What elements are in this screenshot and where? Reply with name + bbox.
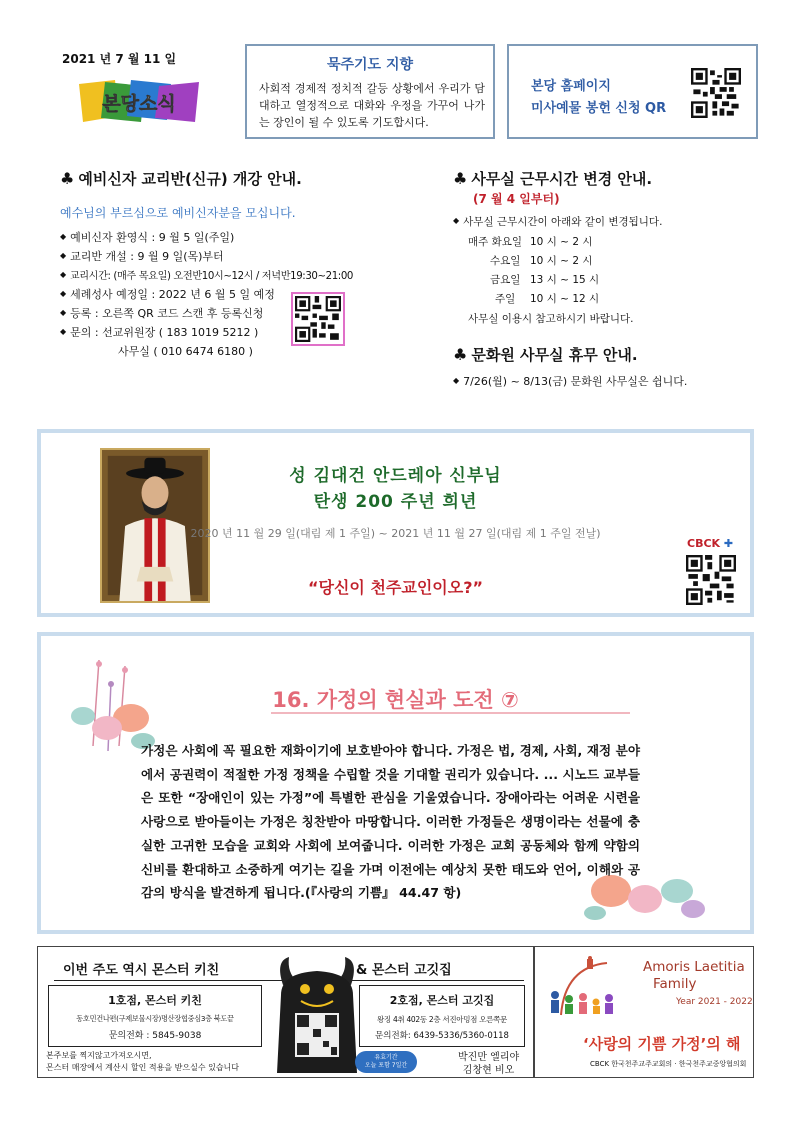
club-icon: ♣ xyxy=(60,169,75,188)
cultural-title-row xyxy=(453,344,638,365)
prayer-title: 묵주기도 지향 xyxy=(326,57,414,73)
prayer-text: 사회적 경제적 정치적 갈등 상황에서 우리가 담대하고 열정적으로 대화와 우정을 가꾸어 나가는 장인이 될 수 있도록 기도합시다. xyxy=(259,82,485,129)
catechumen-item: ◆ 문의 : 선교위원장 ( 183 1019 5212 ) xyxy=(60,326,259,339)
office-effective-date: (7 월 4 일부터) xyxy=(473,192,560,206)
amoris-laetitia-logo xyxy=(541,955,641,1027)
homepage-qr-box xyxy=(507,44,758,139)
badge-line: 유효기간 xyxy=(374,1054,398,1061)
office-intro: ◆ 사무실 근무시간이 아래와 같이 변경됩니다. xyxy=(453,216,663,228)
catechumen-item: ◆ 등록 : 오른쪽 QR 코드 스캔 후 등록신청 xyxy=(60,307,264,320)
family-reflection-title: 16. 가정의 현실과 도전 ⑦ xyxy=(272,688,519,712)
catechumen-section xyxy=(60,168,450,358)
note-line: 본주보를 찍지않고가져오시면, xyxy=(46,1051,152,1060)
monster-mascot xyxy=(273,955,361,1075)
amoris-english-title xyxy=(643,959,745,993)
catechumen-title: 예비신자 교리반(신규) 개강 안내. xyxy=(78,170,302,188)
office-title-row xyxy=(453,168,652,189)
homepage-line-1: 본당 홈페이지 xyxy=(531,79,611,94)
sponsor-name: 박진만 엘리야 xyxy=(458,1052,520,1063)
amoris-line: Amoris Laetitia xyxy=(643,959,745,975)
monster-discount-note xyxy=(46,1050,239,1074)
catechumen-item: ◆ 예비신자 환영식 : 9 월 5 일(주일) xyxy=(60,231,235,244)
cbck-logo: CBCK ✚ xyxy=(687,537,734,550)
schedule-day: 주일 xyxy=(495,293,516,305)
office-note: 사무실 이용시 참고하시기 바랍니다. xyxy=(468,313,634,325)
catechumen-title-row xyxy=(60,168,302,189)
catechumen-item: ◆ 교리반 개설 : 9 월 9 일(목)부터 xyxy=(60,250,224,263)
cultural-title: 문화원 사무실 휴무 안내. xyxy=(471,346,638,364)
parish-news-logo xyxy=(75,78,203,126)
logo-text: 본당소식 xyxy=(102,93,176,115)
store-card-1 xyxy=(48,985,262,1047)
jubilee-title-line-1: 성 김대건 안드레아 신부님 xyxy=(289,466,502,486)
note-line: 몬스터 매장에서 계산시 할인 적용을 받으실수 있습니다 xyxy=(46,1063,239,1072)
club-icon: ♣ xyxy=(453,345,468,364)
bottom-banner xyxy=(37,946,754,1078)
catechumen-invite: 예수님의 부르심으로 예비신자분을 모십니다. xyxy=(60,206,296,220)
jubilee-period: 2020 년 11 월 29 일(대림 제 1 주일) ~ 2021 년 11 월 27 일(대림 제 1 주일 전날) xyxy=(190,527,601,540)
divider xyxy=(533,947,535,1077)
cultural-text: ◆ 7/26(월) ~ 8/13(금) 문화원 사무실은 쉽니다. xyxy=(453,375,688,388)
monster-heading-1: 이번 주도 역시 몬스터 키친 xyxy=(63,963,220,978)
jubilee-title-line-2: 탄생 200 주년 희년 xyxy=(313,492,478,512)
homepage-qr-code[interactable] xyxy=(691,68,741,118)
schedule-day: 매주 화요일 xyxy=(468,236,523,248)
family-reflection-box xyxy=(37,632,754,934)
bulletin-date: 2021 년 7 월 11 일 xyxy=(62,52,177,66)
amoris-organizer: CBCK 한국천주교주교회의 · 한국천주교중앙협의회 xyxy=(590,1060,747,1068)
catechumen-item: ◆ 교리시간: (매주 목요일) 오전반10시~12시 / 저녁반19:30~21:00 xyxy=(60,270,353,282)
kim-daegeon-jubilee-box xyxy=(37,429,754,617)
office-title: 사무실 근무시간 변경 안내. xyxy=(471,170,653,188)
jubilee-qr-code[interactable] xyxy=(686,555,736,605)
amoris-year: Year 2021 - 2022 xyxy=(676,997,753,1007)
monster-heading-2: & 몬스터 고깃집 xyxy=(356,963,452,978)
schedule-day: 수요일 xyxy=(490,255,521,267)
schedule-time: 10 시 ~ 12 시 xyxy=(530,293,600,305)
store-card-2 xyxy=(359,985,525,1047)
validity-badge xyxy=(355,1051,417,1073)
store-name: 2호점, 몬스터 고깃집 xyxy=(389,994,495,1007)
store-name: 1호점, 몬스터 키친 xyxy=(108,994,202,1007)
registration-qr-code[interactable] xyxy=(291,292,345,346)
club-icon: ♣ xyxy=(453,169,468,188)
schedule-time: 10 시 ~ 2 시 xyxy=(530,255,593,267)
office-hours-section xyxy=(453,168,753,398)
title-underline xyxy=(271,712,630,714)
schedule-time: 13 시 ~ 15 시 xyxy=(530,274,600,286)
family-reflection-body: 가정은 사회에 꼭 필요한 재화이기에 보호받아야 합니다. 가정은 법, 경제, 사회, 재정 분야에서 공권력이 적절한 가정 정책을 수립할 것을 기대할 권리가 있습니다. ... 시노드 교부들은 또한 “장애인이 있는 가정”에 특별한 관심을 기울였습니다. 장애아라는 어려운 시련을 사랑으로 받아들이는 가정은 칭찬받아 마땅합니다. 이러한 가정들은 생명이라는 선물에 충실한 고귀한 모습을 교회와 사회에 보여줍니다. 이러한 가정은 교회 공동체와 함께 약함의 신비를 환대하고 소중하게 여기는 길을 가며 이전에는 예상치 못한 태도와 언어, 이해와 공감의 방식을 발견하게 됩니다.(『사랑의 기쁨』 44.47 항) xyxy=(141,743,640,901)
catechumen-item: ◆ 세례성사 예정일 : 2022 년 6 월 5 일 예정 xyxy=(60,288,275,301)
amoris-korean-title: ‘사랑의 기쁨 가정’의 해 xyxy=(583,1035,741,1053)
schedule-time: 10 시 ~ 2 시 xyxy=(530,236,593,248)
amoris-line: Family xyxy=(653,976,697,992)
store-address: 왕징 4취 402동 2층 서진아밍점 오른쪽문 xyxy=(376,1015,507,1024)
store-address: 동호민건나편(구제보물시장)명산장협중심3층 북도끝 xyxy=(76,1014,234,1023)
homepage-label xyxy=(531,76,666,120)
cross-icon: ✚ xyxy=(723,537,734,550)
badge-line: 오늘 포함 7일간 xyxy=(364,1062,408,1069)
sponsor-name: 김창현 비오 xyxy=(462,1065,515,1076)
store-phone: 문의전화: 6439-5336/5360-0118 xyxy=(375,1031,509,1041)
catechumen-contact-office: 사무실 ( 010 6474 6180 ) xyxy=(118,345,253,358)
sponsor-names xyxy=(458,1051,519,1077)
schedule-day: 금요일 xyxy=(490,274,521,286)
prayer-intention-box xyxy=(245,44,495,139)
store-phone: 문의전화 : 5845-9038 xyxy=(108,1031,202,1041)
jubilee-quote: “당신이 천주교인이오?” xyxy=(308,578,483,597)
homepage-line-2: 미사예물 봉헌 신청 QR xyxy=(531,101,667,116)
